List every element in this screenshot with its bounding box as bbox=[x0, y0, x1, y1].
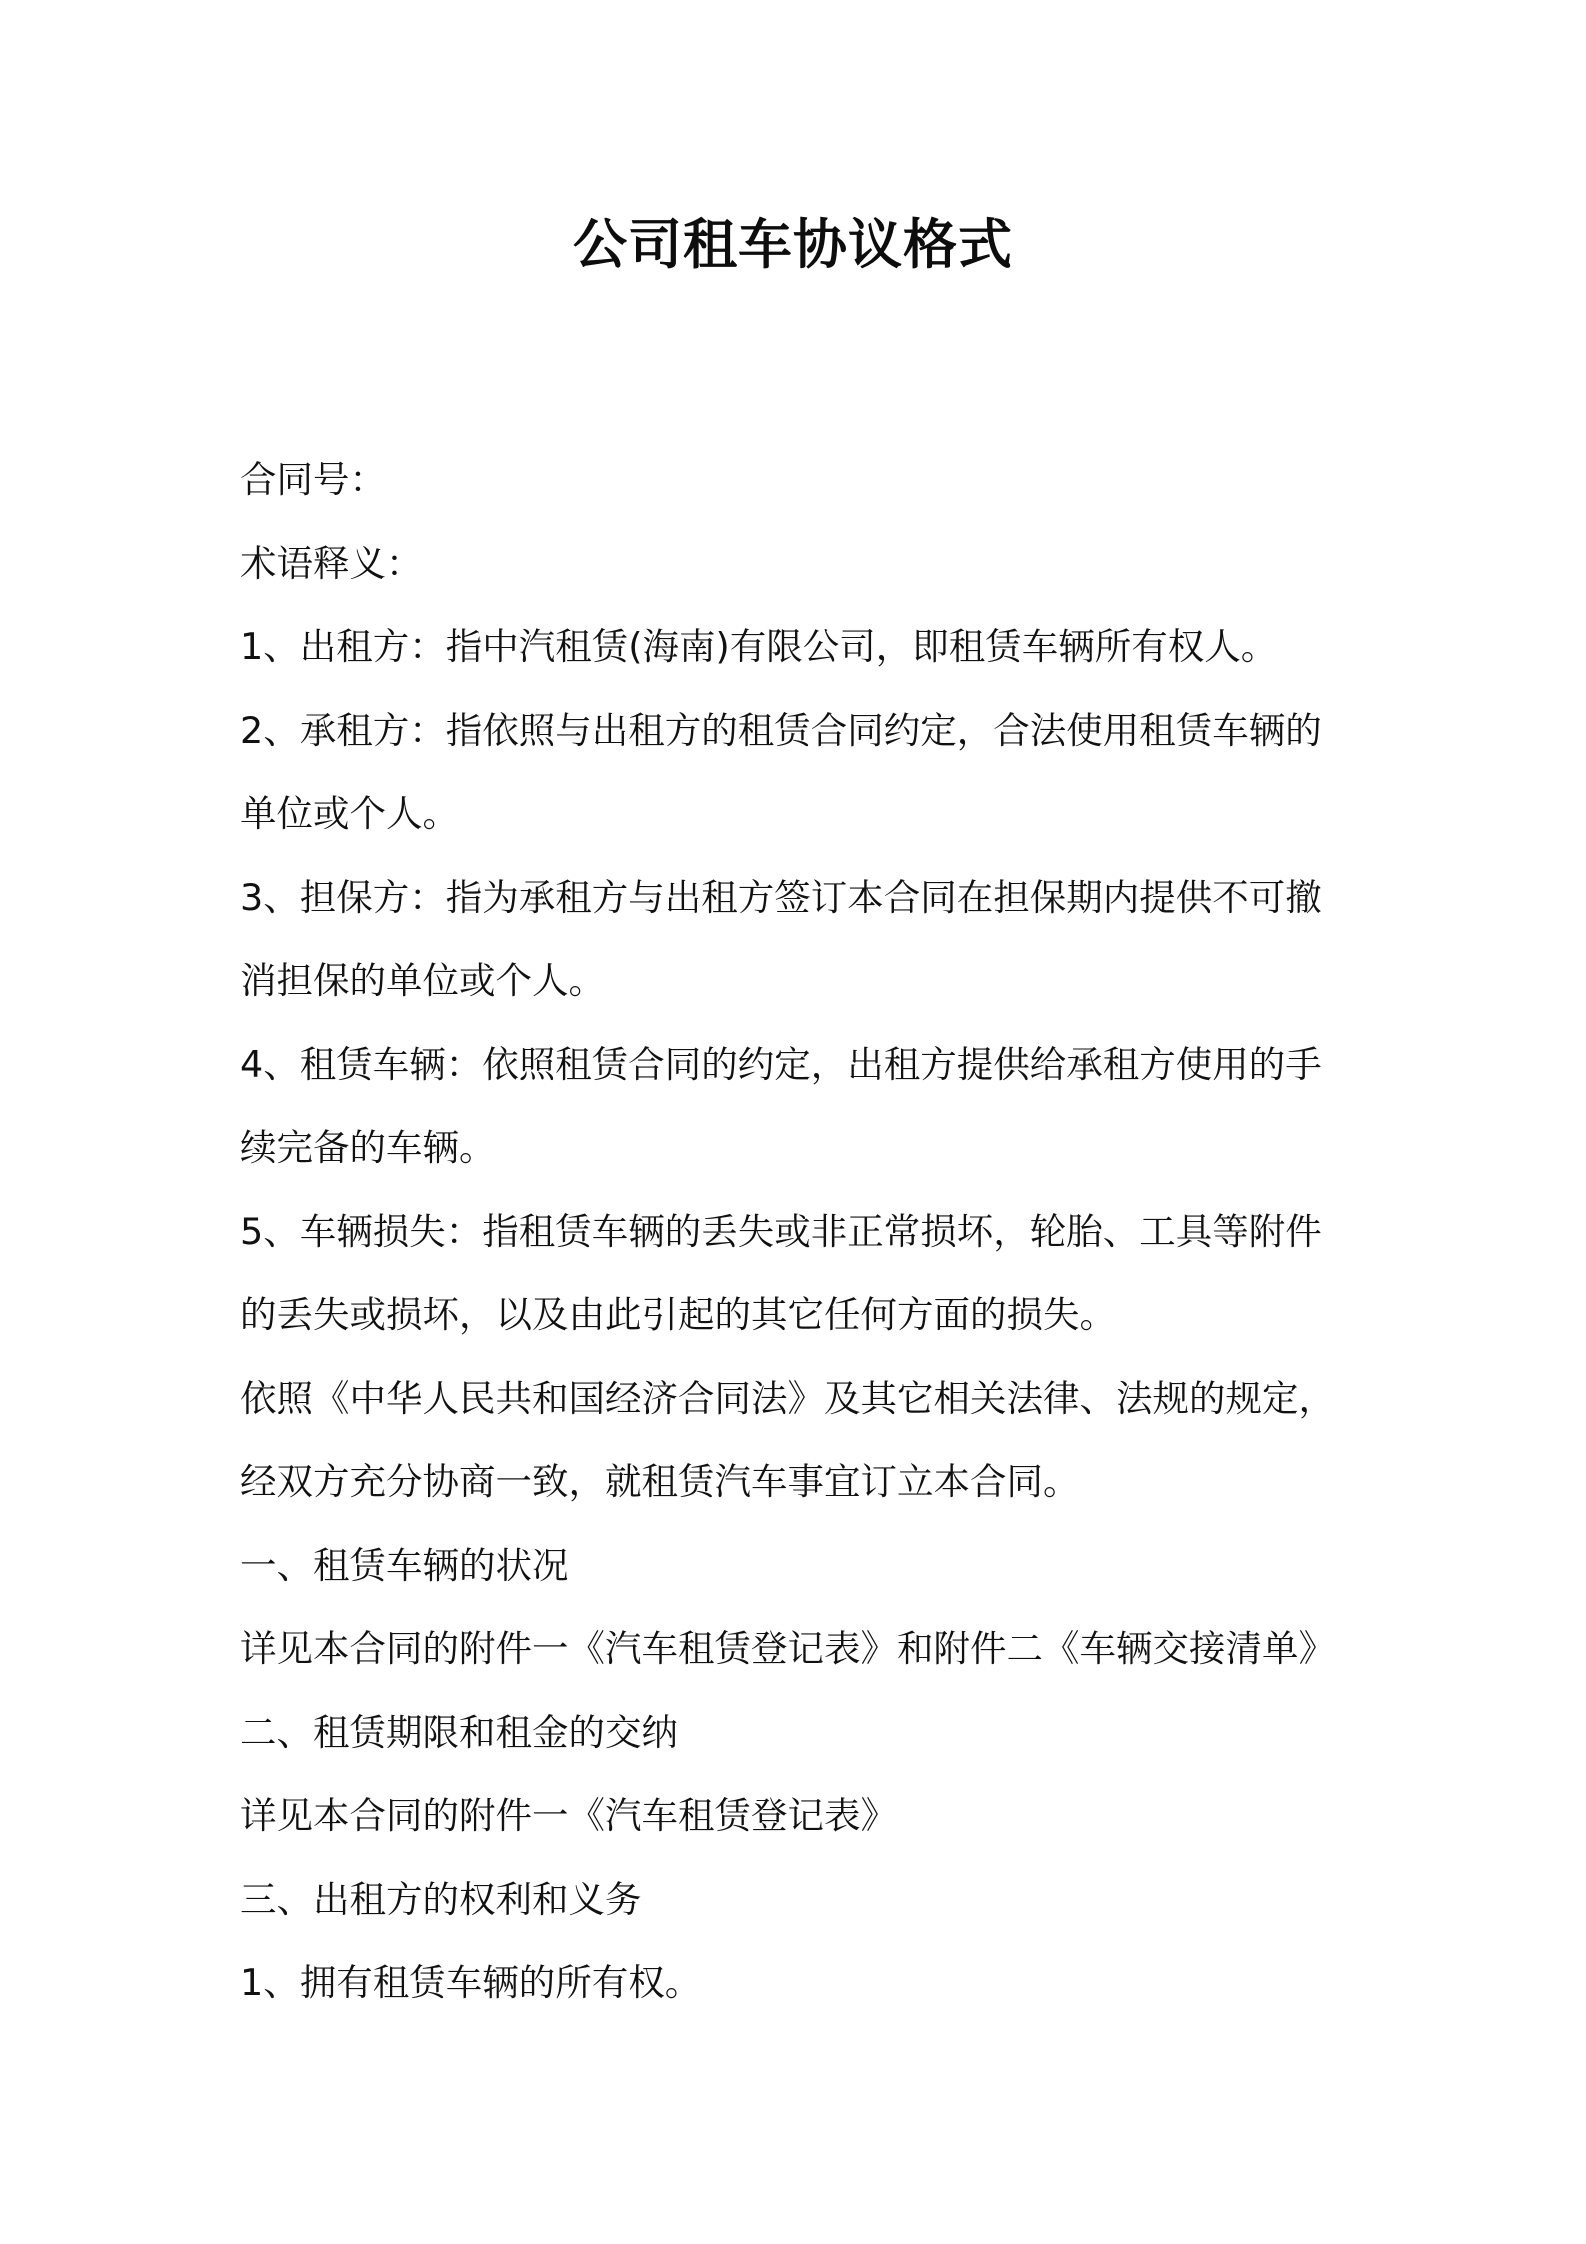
term-3-guarantor-line-2: 消担保的单位或个人。 bbox=[240, 959, 605, 1002]
section-2-content: 详见本合同的附件一《汽车租赁登记表》 bbox=[240, 1794, 897, 1837]
contract-number-label: 合同号： bbox=[240, 458, 386, 501]
term-5-loss-line-2: 的丢失或损坏，以及由此引起的其它任何方面的损失。 bbox=[240, 1293, 1116, 1336]
term-2-lessee-line-1: 2、承租方：指依照与出租方的租赁合同约定，合法使用租赁车辆的 bbox=[240, 708, 1322, 752]
term-4-vehicle-line-2: 续完备的车辆。 bbox=[240, 1126, 496, 1169]
terms-heading: 术语释义： bbox=[240, 541, 423, 585]
section-2-heading: 二、租赁期限和租金的交纳 bbox=[240, 1710, 678, 1754]
term-5-loss-line-1: 5、车辆损失：指租赁车辆的丢失或非正常损坏，轮胎、工具等附件 bbox=[240, 1209, 1322, 1253]
section-1-content: 详见本合同的附件一《汽车租赁登记表》和附件二《车辆交接清单》 bbox=[240, 1627, 1335, 1670]
term-4-vehicle-line-1: 4、租赁车辆：依照租赁合同的约定，出租方提供给承租方使用的手 bbox=[240, 1042, 1322, 1086]
document-title: 公司租车协议格式 bbox=[573, 213, 1013, 276]
preamble-line-2: 经双方充分协商一致，就租赁汽车事宜订立本合同。 bbox=[240, 1460, 1080, 1503]
term-3-guarantor-line-1: 3、担保方：指为承租方与出租方签订本合同在担保期内提供不可撤 bbox=[240, 875, 1322, 919]
term-1-lessor: 1、出租方：指中汽租赁(海南)有限公司，即租赁车辆所有权人。 bbox=[240, 625, 1278, 668]
preamble-line-1: 依照《中华人民共和国经济合同法》及其它相关法律、法规的规定， bbox=[240, 1376, 1335, 1420]
term-2-lessee-line-2: 单位或个人。 bbox=[240, 792, 459, 835]
section-3-heading: 三、出租方的权利和义务 bbox=[240, 1877, 642, 1921]
section-1-heading: 一、租赁车辆的状况 bbox=[240, 1543, 569, 1587]
document-body bbox=[240, 438, 1370, 2025]
section-3-item-1: 1、拥有租赁车辆的所有权。 bbox=[240, 1961, 702, 2004]
